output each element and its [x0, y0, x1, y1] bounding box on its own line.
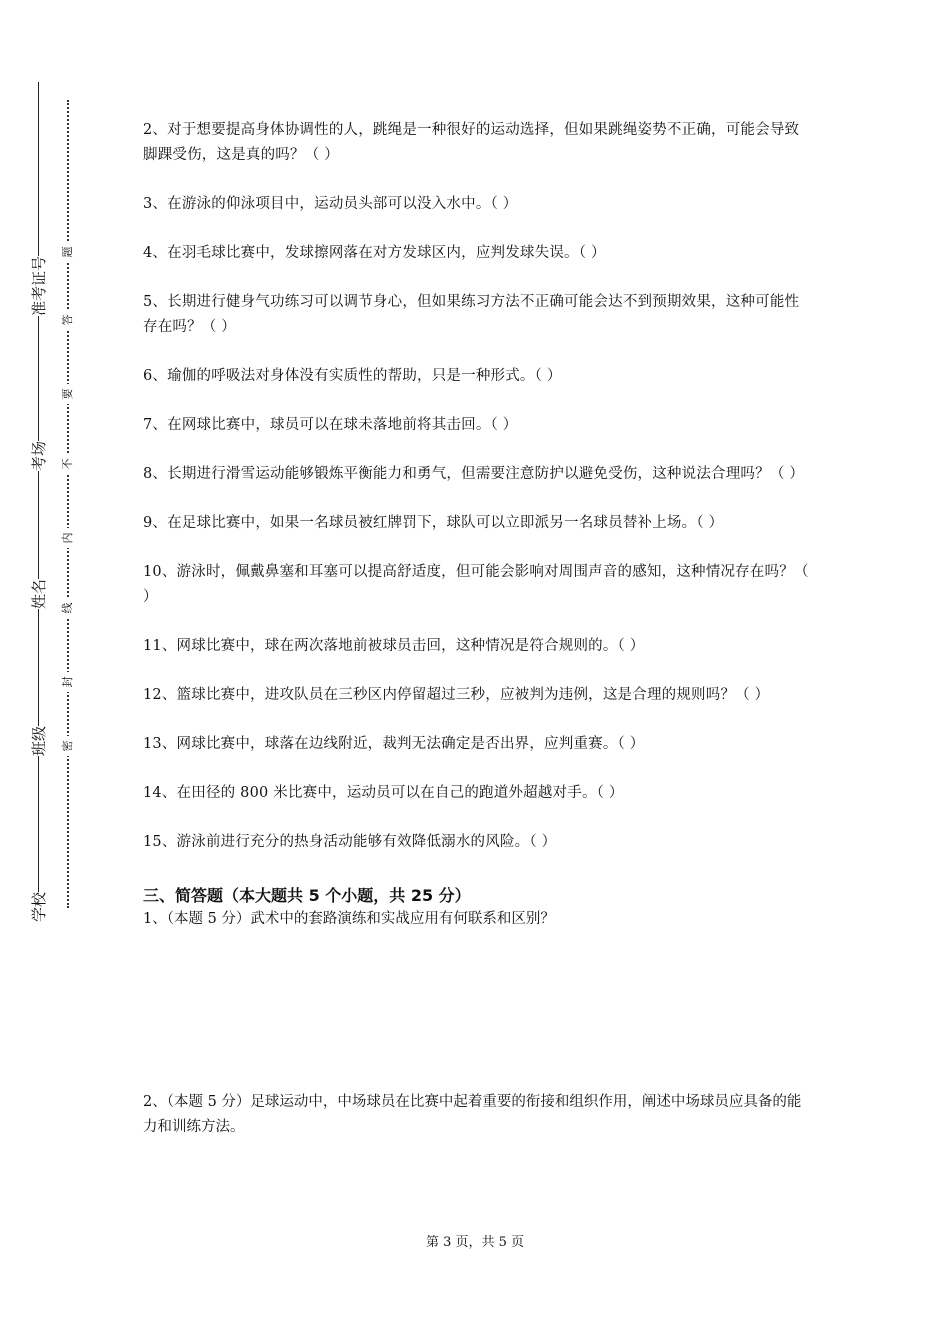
seal-char-bu: 不: [60, 454, 76, 474]
binding-solid-line: [38, 82, 39, 922]
seal-char-ti: 题: [60, 242, 76, 262]
question-15: 15、游泳前进行充分的热身活动能够有效降低溺水的风险。（ ）: [143, 834, 557, 850]
label-exam-number: 准考证号: [30, 255, 48, 316]
question-3: 3、在游泳的仰泳项目中，运动员头部可以没入水中。（ ）: [143, 196, 518, 212]
question-13: 13、网球比赛中，球落在边线附近，裁判无法确定是否出界，应判重赛。（ ）: [143, 736, 645, 752]
question-10: 10、游泳时，佩戴鼻塞和耳塞可以提高舒适度，但可能会影响对周围声音的感知，这种情况存在吗？（ ）: [143, 564, 809, 605]
label-exam-room: 考场: [30, 440, 48, 471]
label-class: 班级: [30, 725, 48, 756]
short-answer-1: 1、（本题 5 分）武术中的套路演练和实战应用有何联系和区别？: [143, 911, 555, 927]
page-footer: 第 3 页，共 5 页: [425, 1235, 525, 1250]
question-11: 11、网球比赛中，球在两次落地前被球员击回，这种情况是符合规则的。（ ）: [143, 638, 645, 654]
question-7: 7、在网球比赛中，球员可以在球未落地前将其击回。（ ）: [143, 417, 518, 433]
question-6: 6、瑜伽的呼吸法对身体没有实质性的帮助，只是一种形式。（ ）: [143, 368, 562, 384]
question-8: 8、长期进行滑雪运动能够锻炼平衡能力和勇气，但需要注意防护以避免受伤，这种说法合理吗？（ ）: [143, 466, 805, 482]
question-2: 2、对于想要提高身体协调性的人，跳绳是一种很好的运动选择，但如果跳绳姿势不正确，可能会导致脚踝受伤，这是真的吗？（ ）: [143, 122, 800, 163]
seal-char-feng: 封: [60, 672, 76, 692]
question-9: 9、在足球比赛中，如果一名球员被红牌罚下，球队可以立即派另一名球员替补上场。（ ）: [143, 515, 724, 531]
question-12: 12、篮球比赛中，进攻队员在三秒区内停留超过三秒，应被判为违例，这是合理的规则吗？（ ）: [143, 687, 770, 703]
seal-char-da: 答: [60, 310, 76, 330]
seal-char-nei: 内: [60, 528, 76, 548]
seal-char-xian: 线: [60, 598, 76, 618]
question-4: 4、在羽毛球比赛中，发球擦网落在对方发球区内，应判发球失误。（ ）: [143, 245, 606, 261]
question-14: 14、在田径的 800 米比赛中，运动员可以在自己的跑道外超越对手。（ ）: [143, 785, 624, 801]
label-name: 姓名: [30, 578, 48, 609]
exam-content: [143, 118, 811, 1140]
label-school: 学校: [30, 891, 48, 922]
seal-dotted-line: [67, 100, 69, 908]
binding-margin: [0, 0, 120, 1344]
question-5: 5、长期进行健身气功练习可以调节身心，但如果练习方法不正确可能会达不到预期效果，这种可能性存在吗？（ ）: [143, 294, 800, 335]
section-title-short-answer: 三、简答题（本大题共 5 个小题，共 25 分）: [143, 886, 471, 905]
seal-char-mi: 密: [60, 736, 76, 756]
short-answer-2: 2、（本题 5 分）足球运动中，中场球员在比赛中起着重要的衔接和组织作用，阐述中场球员应具备的能力和训练方法。: [143, 1094, 802, 1135]
seal-char-yao: 要: [60, 384, 76, 404]
